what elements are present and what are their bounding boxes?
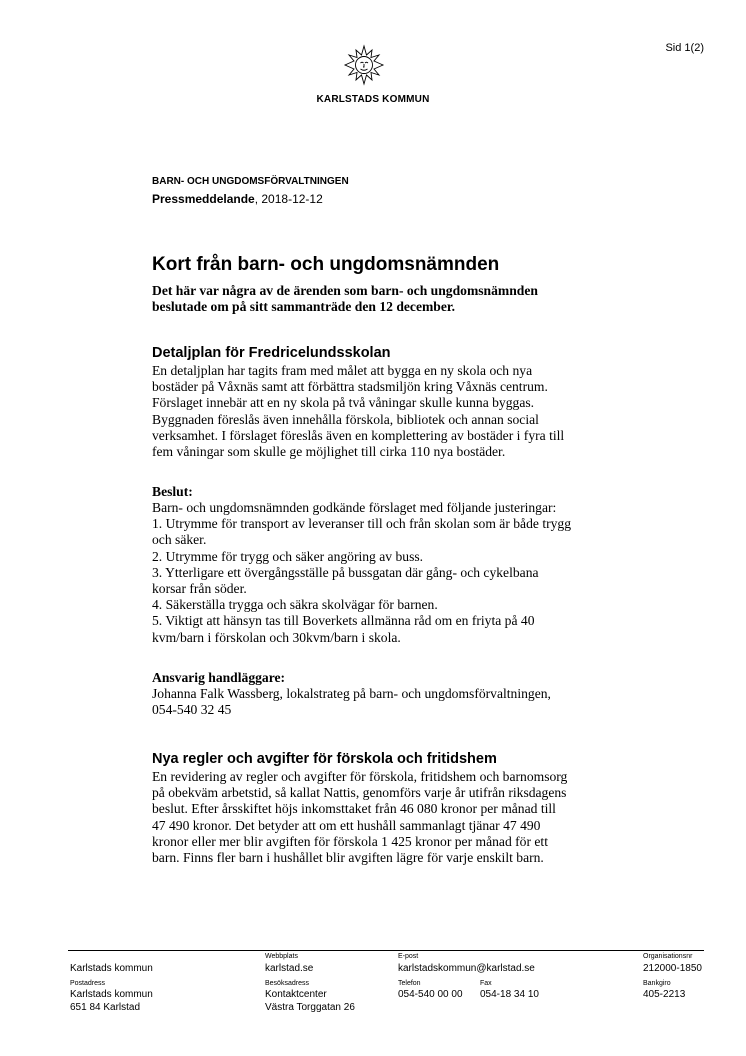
page-number: Sid 1(2)	[665, 42, 704, 54]
footer-email-label: E-post	[398, 953, 419, 960]
decision-line: Barn- och ungdomsnämnden godkände förslaget med följande justeringar:	[152, 500, 557, 515]
footer-divider	[68, 950, 704, 951]
body-line: 47 490 kronor. Det betyder att om ett hushåll sammanlagt tjänar 47 490	[152, 817, 541, 833]
footer-orgnr-value: 212000-1850	[643, 963, 702, 974]
body-line: kronor eller mer blir avgiften för förskola 1 425 kronor per månad för ett	[152, 833, 548, 849]
section-heading-avgifter: Nya regler och avgifter för förskola och fritidshem	[152, 751, 497, 767]
body-line: verksamhet. I förslaget föreslås även en komplettering av bostäder i fyra till	[152, 427, 565, 443]
decision-label: Beslut:	[152, 484, 193, 499]
lead-line: Det här var några av de ärenden som barn- och ungdomsnämnden	[152, 283, 538, 298]
responsible-line: Johanna Falk Wassberg, lokalstrateg på barn- och ungdomsförvaltningen,	[152, 686, 551, 701]
body-line: bostäder på Våxnäs samt att förbättra stadsmiljön kring Våxnäs centrum.	[152, 379, 548, 395]
footer-phone-value[interactable]: 054-540 00 00	[398, 989, 463, 1000]
department-name: BARN- OCH UNGDOMSFÖRVALTNINGEN	[152, 176, 349, 187]
lead-line: beslutade om på sitt sammanträde den 12 december.	[152, 299, 456, 314]
footer-bank-value: 405-2213	[643, 989, 686, 1000]
organization-name: KARLSTADS KOMMUN	[316, 94, 430, 105]
decision-line: korsar från söder.	[152, 581, 247, 597]
footer-bank-label: Bankgiro	[643, 980, 671, 987]
body-line: En revidering av regler och avgifter för förskola, fritidshem och barnomsorg	[152, 769, 568, 784]
footer-post-line1: Karlstads kommun	[70, 989, 153, 1000]
footer-post-label: Postadress	[70, 980, 106, 987]
decision-line: kvm/barn i förskolan och 30kvm/barn i skola.	[152, 629, 401, 645]
section-body-detaljplan	[152, 363, 622, 460]
footer-post-line2: 651 84 Karlstad	[70, 1002, 141, 1013]
body-line: fem våningar som skulle ge möjlighet till cirka 110 nya bostäder.	[152, 444, 506, 460]
decision-line: och säker.	[152, 532, 207, 548]
body-line: Förslaget innebär att en ny skola på två våningar skulle kunna byggas.	[152, 395, 535, 411]
footer-fax-value: 054-18 34 10	[480, 989, 539, 1000]
press-release-line	[152, 192, 323, 206]
footer-web-label: Webbplats	[265, 953, 298, 960]
decision-line: 5. Viktigt att hänsyn tas till Boverkets allmänna råd om en friyta på 40	[152, 613, 535, 629]
responsible-line: 054-540 32 45	[152, 702, 232, 718]
section-heading-detaljplan: Detaljplan för Fredricelundsskolan	[152, 345, 391, 361]
footer-visit-line1: Kontaktcenter	[265, 989, 327, 1000]
footer-orgnr-label: Organisationsnr	[643, 953, 693, 960]
doc-type: Pressmeddelande	[152, 192, 255, 206]
body-line: barn. Finns fler barn i hushållet blir avgiften lägre för varje enskilt barn.	[152, 850, 544, 866]
section-body-avgifter	[152, 769, 632, 866]
responsible-contact	[152, 686, 622, 718]
body-line: Byggnaden föreslås även innehålla förskola, bibliotek och annan social	[152, 411, 539, 427]
body-line: beslut. Efter årsskiftet höjs inkomsttaket från 46 080 kronor per månad till	[152, 801, 556, 817]
footer-visit-label: Besöksadress	[265, 980, 309, 987]
footer-org: Karlstads kommun	[70, 963, 153, 974]
decision-line: 3. Ytterligare ett övergångsställe på bussgatan där gång- och cykelbana	[152, 564, 539, 580]
lead-paragraph	[152, 283, 612, 315]
decision-line: 2. Utrymme för trygg och säker angöring av buss.	[152, 548, 424, 564]
sun-logo-icon	[343, 44, 385, 86]
body-line: En detaljplan har tagits fram med målet att bygga en ny skola och nya	[152, 363, 533, 378]
body-line: på obekväm arbetstid, så kallat Nattis, genomförs varje år utifrån riksdagens	[152, 785, 567, 801]
footer-email-link[interactable]: karlstadskommun@karlstad.se	[398, 963, 535, 974]
decision-line: 4. Säkerställa trygga och säkra skolvägar för barnen.	[152, 597, 438, 613]
footer-fax-label: Fax	[480, 980, 492, 987]
footer-web-link[interactable]: karlstad.se	[265, 963, 314, 974]
decision-list	[152, 500, 622, 646]
decision-line: 1. Utrymme för transport av leveranser till och från skolan som är både trygg	[152, 516, 572, 532]
page-title: Kort från barn- och ungdomsnämnden	[152, 254, 500, 275]
responsible-label: Ansvarig handläggare:	[152, 670, 286, 685]
footer-phone-label: Telefon	[398, 980, 421, 987]
doc-date: , 2018-12-12	[254, 192, 323, 206]
footer-visit-line2: Västra Torggatan 26	[265, 1002, 355, 1013]
